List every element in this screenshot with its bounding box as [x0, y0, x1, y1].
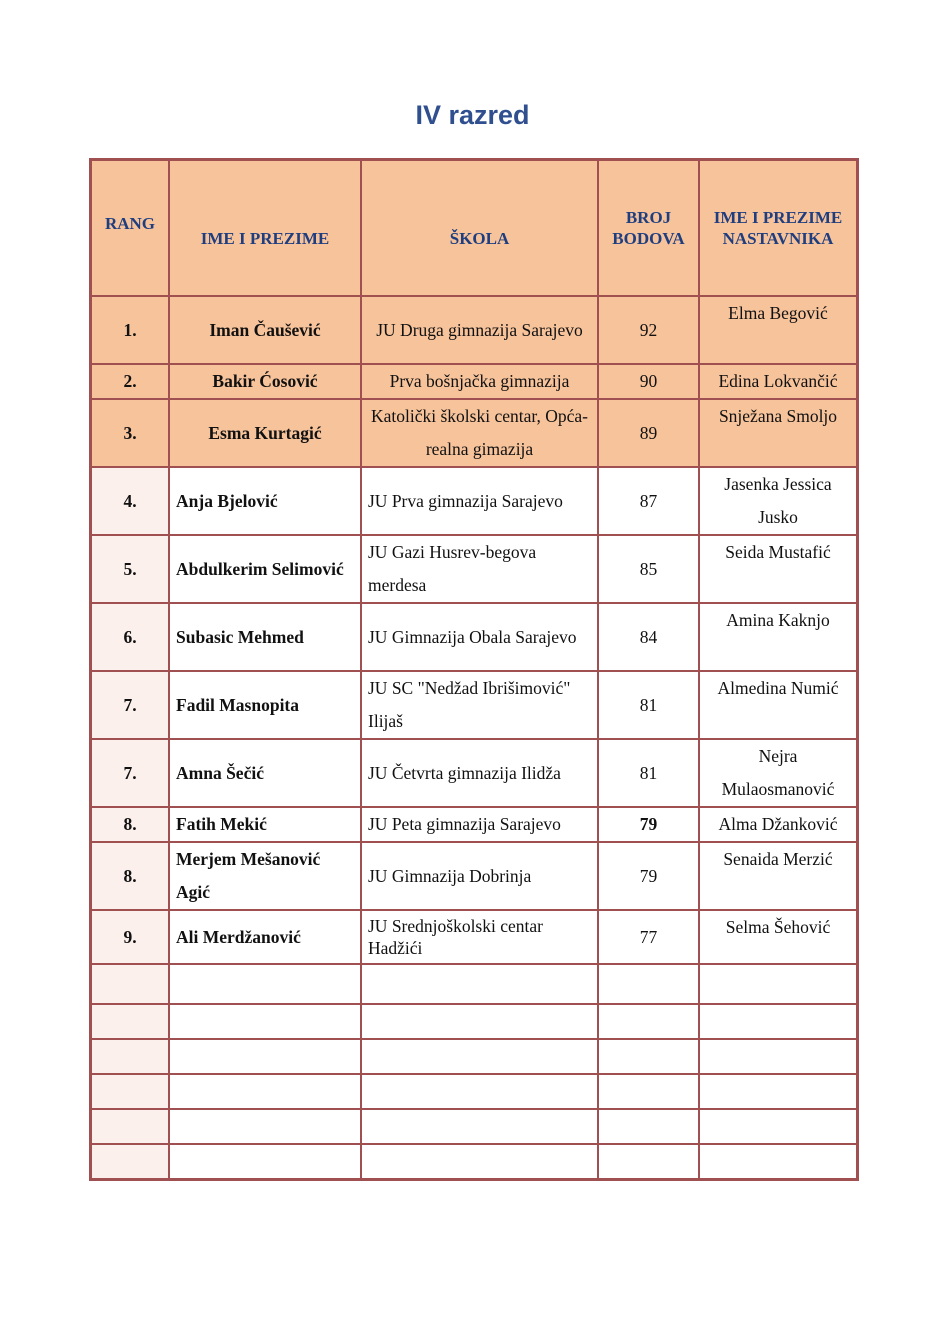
table-row	[91, 296, 857, 364]
cell-points: 89	[598, 399, 699, 467]
cell-name: Ali Merdžanović	[169, 910, 361, 964]
cell-points: 87	[598, 467, 699, 535]
table-row	[91, 842, 857, 910]
cell-rank: 3.	[91, 399, 169, 467]
header-bodovi: BROJ BODOVA	[598, 160, 699, 296]
cell-school: JU Prva gimnazija Sarajevo	[361, 467, 598, 535]
empty-row	[91, 1109, 857, 1144]
cell-teacher: Amina Kaknjo	[699, 603, 857, 671]
cell-teacher: Snježana Smoljo	[699, 399, 857, 467]
cell-name: Iman Čaušević	[169, 296, 361, 364]
cell-rank: 1.	[91, 296, 169, 364]
cell-school: Katolički školski centar, Opća- realna gimazija	[361, 399, 598, 467]
cell-school: JU Gimnazija Obala Sarajevo	[361, 603, 598, 671]
cell-rank: 8.	[91, 807, 169, 842]
cell-rank: 7.	[91, 739, 169, 807]
cell-teacher: Elma Begović	[699, 296, 857, 364]
empty-row	[91, 964, 857, 1004]
cell-rank: 8.	[91, 842, 169, 910]
cell-rank: 5.	[91, 535, 169, 603]
cell-teacher: Nejra Mulaosmanović	[699, 739, 857, 807]
cell-school: JU Druga gimnazija Sarajevo	[361, 296, 598, 364]
cell-name: Amna Šečić	[169, 739, 361, 807]
cell-rank: 9.	[91, 910, 169, 964]
table-row	[91, 671, 857, 739]
table-row	[91, 807, 857, 842]
cell-school: JU Peta gimnazija Sarajevo	[361, 807, 598, 842]
empty-row	[91, 1144, 857, 1179]
cell-name: Fatih Mekić	[169, 807, 361, 842]
table-row	[91, 364, 857, 399]
cell-points: 92	[598, 296, 699, 364]
header-rang: RANG	[91, 160, 169, 296]
header-nastavnik: IME I PREZIME NASTAVNIKA	[699, 160, 857, 296]
cell-name: Fadil Masnopita	[169, 671, 361, 739]
cell-teacher: Selma Šehović	[699, 910, 857, 964]
cell-rank: 2.	[91, 364, 169, 399]
cell-rank: 6.	[91, 603, 169, 671]
cell-points: 79	[598, 807, 699, 842]
table-row	[91, 739, 857, 807]
empty-row	[91, 1074, 857, 1109]
cell-teacher: Alma Džanković	[699, 807, 857, 842]
cell-points: 79	[598, 842, 699, 910]
cell-teacher: Seida Mustafić	[699, 535, 857, 603]
table-row	[91, 910, 857, 964]
cell-name: Merjem Mešanović Agić	[169, 842, 361, 910]
cell-teacher: Senaida Merzić	[699, 842, 857, 910]
cell-name: Abdulkerim Selimović	[169, 535, 361, 603]
cell-name: Esma Kurtagić	[169, 399, 361, 467]
cell-points: 81	[598, 739, 699, 807]
cell-teacher: Edina Lokvančić	[699, 364, 857, 399]
cell-school: JU SC "Nedžad Ibrišimović" Ilijaš	[361, 671, 598, 739]
cell-school: JU Gimnazija Dobrinja	[361, 842, 598, 910]
cell-name: Anja Bjelović	[169, 467, 361, 535]
cell-name: Subasic Mehmed	[169, 603, 361, 671]
cell-name: Bakir Ćosović	[169, 364, 361, 399]
cell-points: 77	[598, 910, 699, 964]
cell-points: 81	[598, 671, 699, 739]
cell-school: JU Srednjoškolski centar Hadžići	[361, 910, 598, 964]
cell-rank: 4.	[91, 467, 169, 535]
empty-row	[91, 1039, 857, 1074]
cell-school: JU Gazi Husrev-begova merdesa	[361, 535, 598, 603]
results-table	[89, 158, 859, 1181]
cell-points: 84	[598, 603, 699, 671]
cell-school: JU Četvrta gimnazija Ilidža	[361, 739, 598, 807]
cell-teacher: Almedina Numić	[699, 671, 857, 739]
cell-school: Prva bošnjačka gimnazija	[361, 364, 598, 399]
table-row	[91, 399, 857, 467]
cell-points: 90	[598, 364, 699, 399]
header-ime: IME I PREZIME	[169, 160, 361, 296]
header-row	[91, 160, 857, 296]
cell-points: 85	[598, 535, 699, 603]
cell-rank: 7.	[91, 671, 169, 739]
table-row	[91, 467, 857, 535]
table-row	[91, 603, 857, 671]
cell-teacher: Jasenka Jessica Jusko	[699, 467, 857, 535]
table-row	[91, 535, 857, 603]
page-title: IV razred	[415, 100, 530, 130]
empty-row	[91, 1004, 857, 1039]
header-skola: ŠKOLA	[361, 160, 598, 296]
